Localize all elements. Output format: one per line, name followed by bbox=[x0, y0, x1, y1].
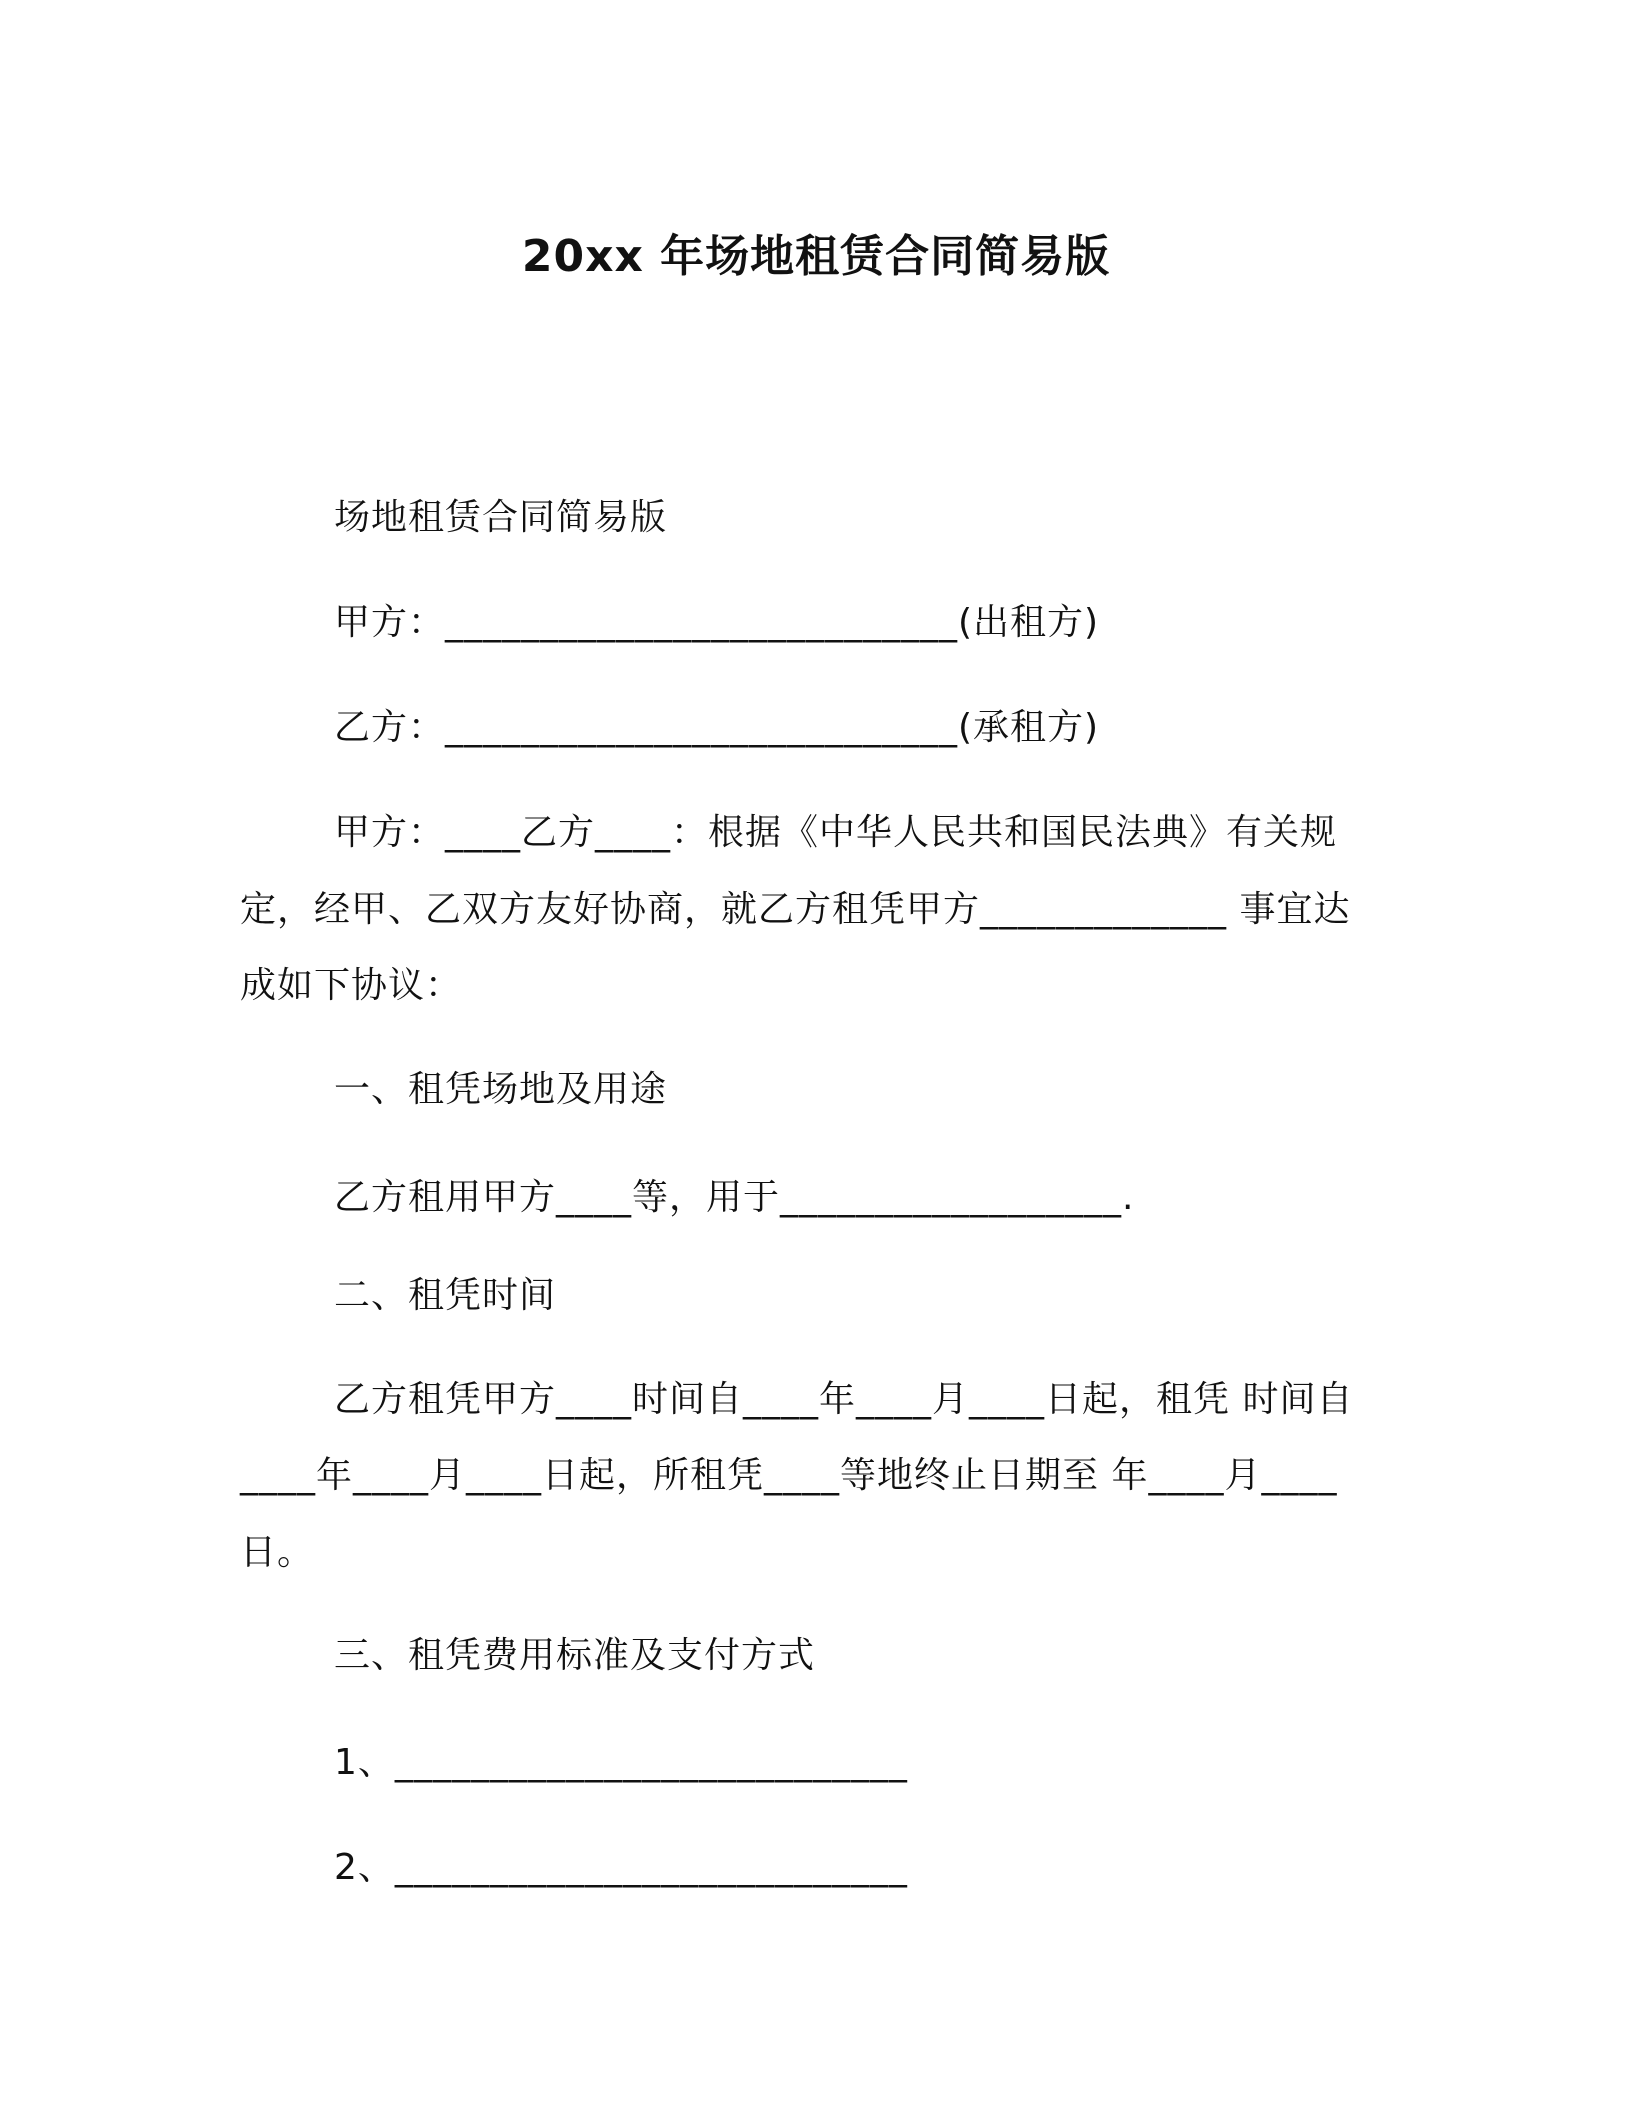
document-title: 20xx 年场地租赁合同简易版 bbox=[521, 231, 1111, 282]
payment-item-2: 2、___________________________ bbox=[334, 1847, 908, 1888]
party-a-line: 甲方：___________________________(出租方) bbox=[334, 602, 1100, 643]
payment-item-1: 1、___________________________ bbox=[334, 1742, 908, 1783]
section-2-body-line-3: 日。 bbox=[240, 1532, 315, 1573]
party-b-line: 乙方：___________________________(承租方) bbox=[334, 707, 1100, 748]
section-2-body-line-2: ____年____月____日起，所租凭____等地终止日期至 年____月____ bbox=[240, 1455, 1338, 1496]
preamble-line-1: 甲方：____乙方____：根据《中华人民共和国民法典》有关规 bbox=[334, 812, 1338, 853]
section-2-body-line-1: 乙方租凭甲方____时间自____年____月____日起，租凭 时间自 bbox=[334, 1379, 1354, 1420]
section-heading-2: 二、租凭时间 bbox=[334, 1275, 557, 1316]
preamble-line-3: 成如下协议： bbox=[240, 965, 463, 1006]
subtitle: 场地租赁合同简易版 bbox=[334, 497, 668, 538]
preamble-line-2: 定，经甲、乙双方友好协商，就乙方租凭甲方_____________ 事宜达 bbox=[240, 889, 1351, 930]
section-heading-3: 三、租凭费用标准及支付方式 bbox=[334, 1635, 816, 1676]
section-heading-1: 一、租凭场地及用途 bbox=[334, 1069, 668, 1110]
section-1-body: 乙方租用甲方____等，用于__________________. bbox=[334, 1177, 1135, 1218]
